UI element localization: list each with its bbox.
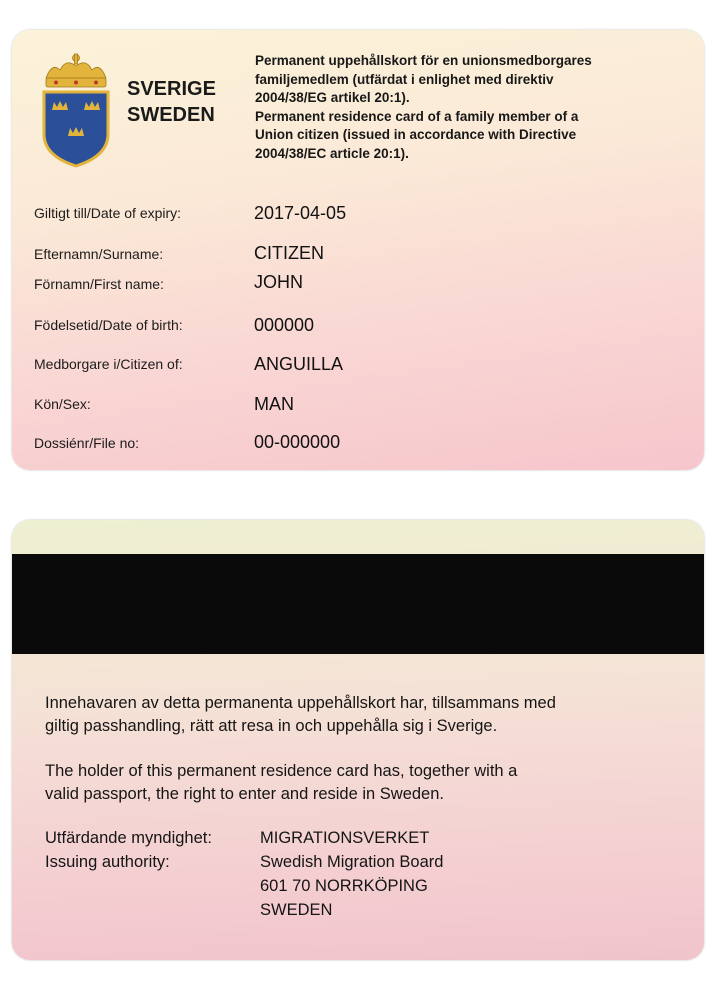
sex-value: MAN (254, 394, 294, 414)
header-line: 2004/38/EG artikel 20:1). (255, 90, 410, 105)
header-line: Permanent uppehållskort för en unionsmedborgares (255, 53, 592, 68)
surname-value: CITIZEN (254, 243, 324, 263)
expiry-label: Giltigt till/Date of expiry: (34, 205, 182, 221)
sex-label: Kön/Sex: (34, 396, 91, 412)
citizenship-label: Medborgare i/Citizen of: (34, 356, 183, 372)
card-header-text (255, 52, 695, 163)
citizenship-value: ANGUILLA (254, 354, 344, 374)
file-number-label: Dossiénr/File no: (34, 435, 140, 451)
card-front (12, 30, 704, 470)
rights-line: Innehavaren av detta permanenta uppehållskort har, tillsammans med (45, 694, 556, 712)
first-name-value: JOHN (254, 272, 303, 292)
country-name (127, 76, 216, 128)
issuing-authority-label (45, 826, 212, 874)
first-name-label: Förnamn/First name: (34, 276, 164, 292)
header-line: familjemedlem (utfärdat i enlighet med direktiv (255, 71, 554, 87)
authority-line: Swedish Migration Board (260, 853, 444, 871)
surname-label: Efternamn/Surname: (34, 246, 164, 262)
magnetic-stripe (12, 554, 704, 654)
issuing-authority-value (260, 826, 443, 922)
authority-label-sv: Utfärdande myndighet: (45, 829, 212, 847)
birth-date-label: Födelsetid/Date of birth: (34, 317, 183, 333)
rights-text-swedish (45, 692, 695, 738)
header-line: 2004/38/EC article 20:1). (255, 145, 409, 161)
rights-text-english (45, 760, 695, 806)
coat-of-arms-icon (38, 52, 114, 168)
file-number-value: 00-000000 (254, 432, 341, 452)
authority-line: 601 70 NORRKÖPING (260, 877, 428, 895)
authority-line: MIGRATIONSVERKET (260, 829, 430, 847)
header-line: Union citizen (issued in accordance with Directive (255, 127, 577, 142)
authority-label-en: Issuing authority: (45, 853, 170, 871)
rights-line: valid passport, the right to enter and reside in Sweden. (45, 785, 444, 803)
expiry-value: 2017-04-05 (254, 203, 347, 223)
authority-line: SWEDEN (260, 901, 333, 919)
rights-line: giltig passhandling, rätt att resa in och uppehålla sig i Sverige. (45, 717, 498, 735)
header-line: Permanent residence card of a family member of a (255, 108, 579, 124)
birth-date-value: 000000 (254, 315, 315, 335)
country-name-en: SWEDEN (127, 104, 215, 126)
country-name-sv: SVERIGE (127, 78, 216, 100)
rights-line: The holder of this permanent residence card has, together with a (45, 762, 518, 780)
card-back (12, 520, 704, 960)
